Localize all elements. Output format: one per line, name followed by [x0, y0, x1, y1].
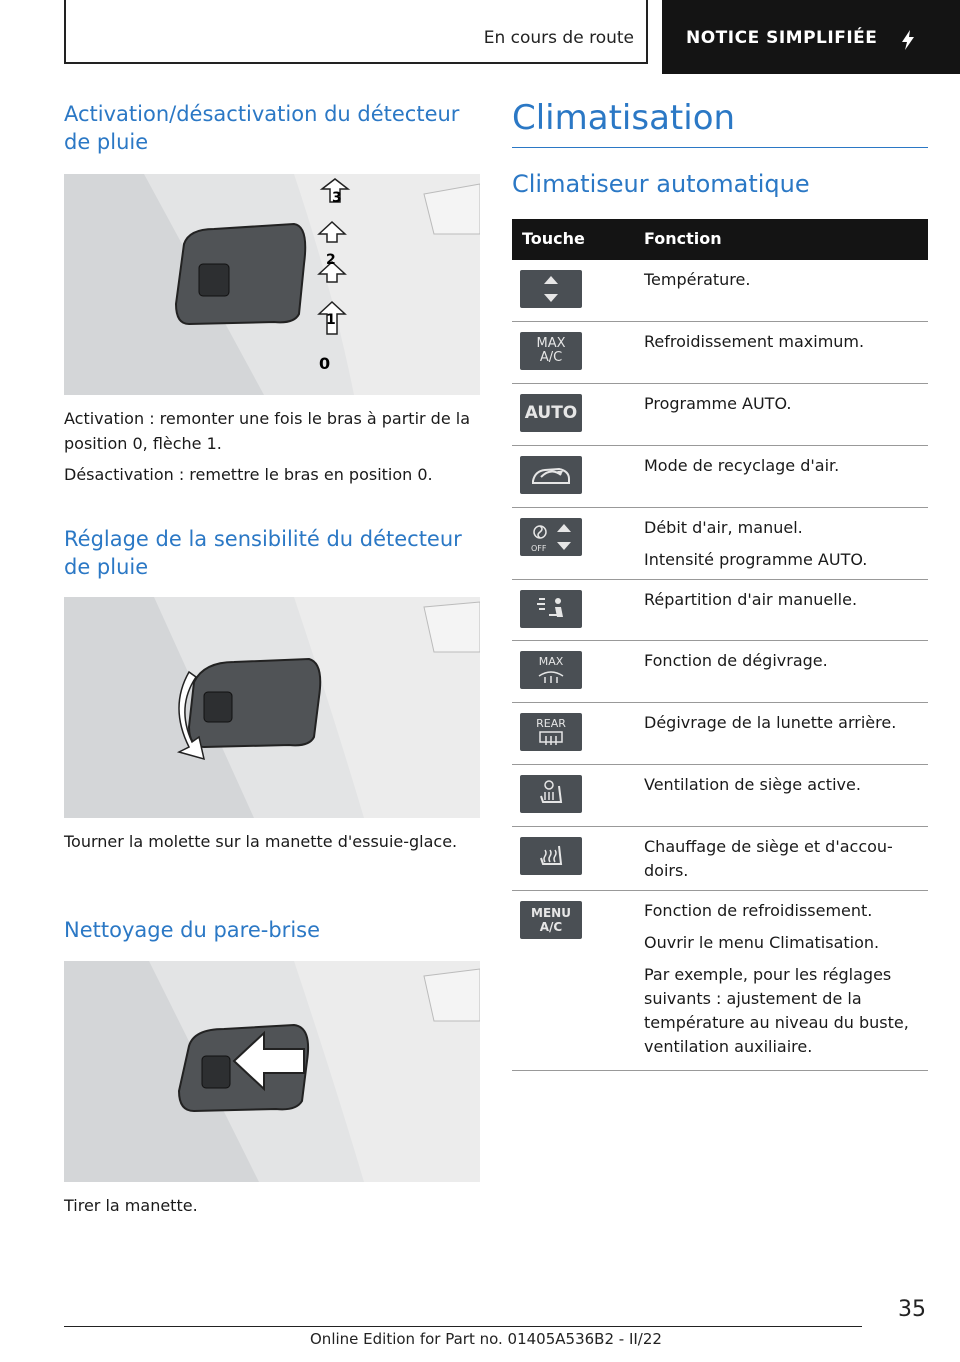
function-cell: Ventilation de siège active.: [644, 775, 861, 794]
temperature-key: [520, 270, 582, 308]
text-pull-lever: Tirer la manette.: [64, 1196, 198, 1215]
page-title: Climatisation: [512, 98, 736, 138]
footer-divider: [64, 1326, 862, 1327]
seat-heating-key: [520, 837, 582, 875]
max-ac-key: MAX A/C: [520, 332, 582, 370]
recirculation-key: [520, 456, 582, 494]
function-cell: Température.: [644, 270, 751, 289]
position-label-3: 3: [332, 190, 342, 206]
rear-defrost-key: REAR: [520, 713, 582, 751]
figure-wiper-lever-positions: [64, 174, 480, 395]
table-row: [512, 827, 928, 891]
function-cell: Dégivrage de la lunette arrière.: [644, 713, 897, 732]
table-row: [512, 891, 928, 1071]
table-row: [512, 384, 928, 446]
text-activation: Activation : remonter une fois le bras à partir de la position 0, flèche 1.: [64, 409, 471, 453]
function-cell: Chauffage de siège et d'accou-doirs.: [644, 837, 893, 880]
air-distribution-key: [520, 590, 582, 628]
wiper-wheel-illustration: [64, 597, 480, 818]
wiper-pull-illustration: [64, 961, 480, 1182]
table-row: [512, 446, 928, 508]
function-cell: Refroidissement maximum.: [644, 332, 865, 351]
fan-speed-key: [520, 518, 582, 556]
seat-heating-icon: [531, 840, 571, 872]
text-deactivation: Désactivation : remettre le bras en position 0.: [64, 465, 433, 484]
wiper-lever-illustration: [64, 174, 480, 395]
table-row: [512, 322, 928, 384]
figure-wiper-pull: [64, 961, 480, 1182]
header-section-tab: [64, 0, 648, 64]
function-cell: Fonction de dégivrage.: [644, 651, 828, 670]
car-lightning-icon: [896, 28, 920, 52]
text-turn-wheel: Tourner la molette sur la manette d'essuie-glace.: [64, 832, 458, 851]
auto-key: AUTO: [520, 394, 582, 432]
table-row: [512, 260, 928, 322]
heading-rain-sensor: Activation/désactivation du détecteur de pluie: [64, 102, 460, 154]
climate-controls-table: [512, 219, 928, 1071]
table-row: [512, 703, 928, 765]
function-cell: Fonction de refroidissement. Ouvrir le menu Climatisation. Par exemple, pour les réglages suivants : ajustement de la température au niveau du buste, ventilation auxiliaire.: [644, 901, 909, 1056]
function-cell: Répartition d'air manuelle.: [644, 590, 858, 609]
function-cell: Programme AUTO.: [644, 394, 792, 413]
air-recirculation-icon: [529, 461, 573, 489]
table-row: [512, 508, 928, 580]
header-section-title: En cours de route: [483, 28, 634, 48]
position-label-1: 1: [326, 312, 336, 328]
position-label-2: 2: [326, 252, 336, 268]
seat-ventilation-key: [520, 775, 582, 813]
up-down-arrows-icon: [531, 273, 571, 305]
air-distribution-icon: [531, 593, 571, 625]
figure-wiper-wheel: [64, 597, 480, 818]
page-number: 35: [898, 1297, 926, 1322]
column-header-key: Touche: [522, 229, 585, 248]
max-defrost-key: MAX: [520, 651, 582, 689]
svg-text:OFF: OFF: [531, 544, 547, 553]
menu-ac-key: MENU A/C: [520, 901, 582, 939]
windscreen-defrost-icon: [536, 668, 566, 684]
footer-edition: Online Edition for Part no. 01405A536B2 - II/22: [310, 1330, 662, 1348]
title-divider: [512, 147, 928, 148]
table-header: [512, 219, 928, 260]
table-row: [512, 580, 928, 641]
table-row: [512, 765, 928, 827]
heading-sensitivity: Réglage de la sensibilité du détecteur de pluie: [64, 527, 462, 579]
function-cell: Débit d'air, manuel. Intensité programme AUTO.: [644, 518, 868, 569]
function-cell: Mode de recyclage d'air.: [644, 456, 840, 475]
section-subtitle: Climatiseur automatique: [512, 170, 810, 198]
position-label-0: 0: [319, 354, 331, 373]
rear-window-defrost-icon: [536, 730, 566, 746]
column-header-function: Fonction: [644, 229, 722, 248]
header-notice-title: NOTICE SIMPLIFIÉE: [686, 28, 878, 48]
table-row: [512, 641, 928, 703]
fan-icon: [526, 520, 576, 554]
header-notice-tab: [662, 0, 960, 74]
heading-windscreen-cleaning: Nettoyage du pare-brise: [64, 918, 321, 942]
seat-ventilation-icon: [531, 778, 571, 810]
